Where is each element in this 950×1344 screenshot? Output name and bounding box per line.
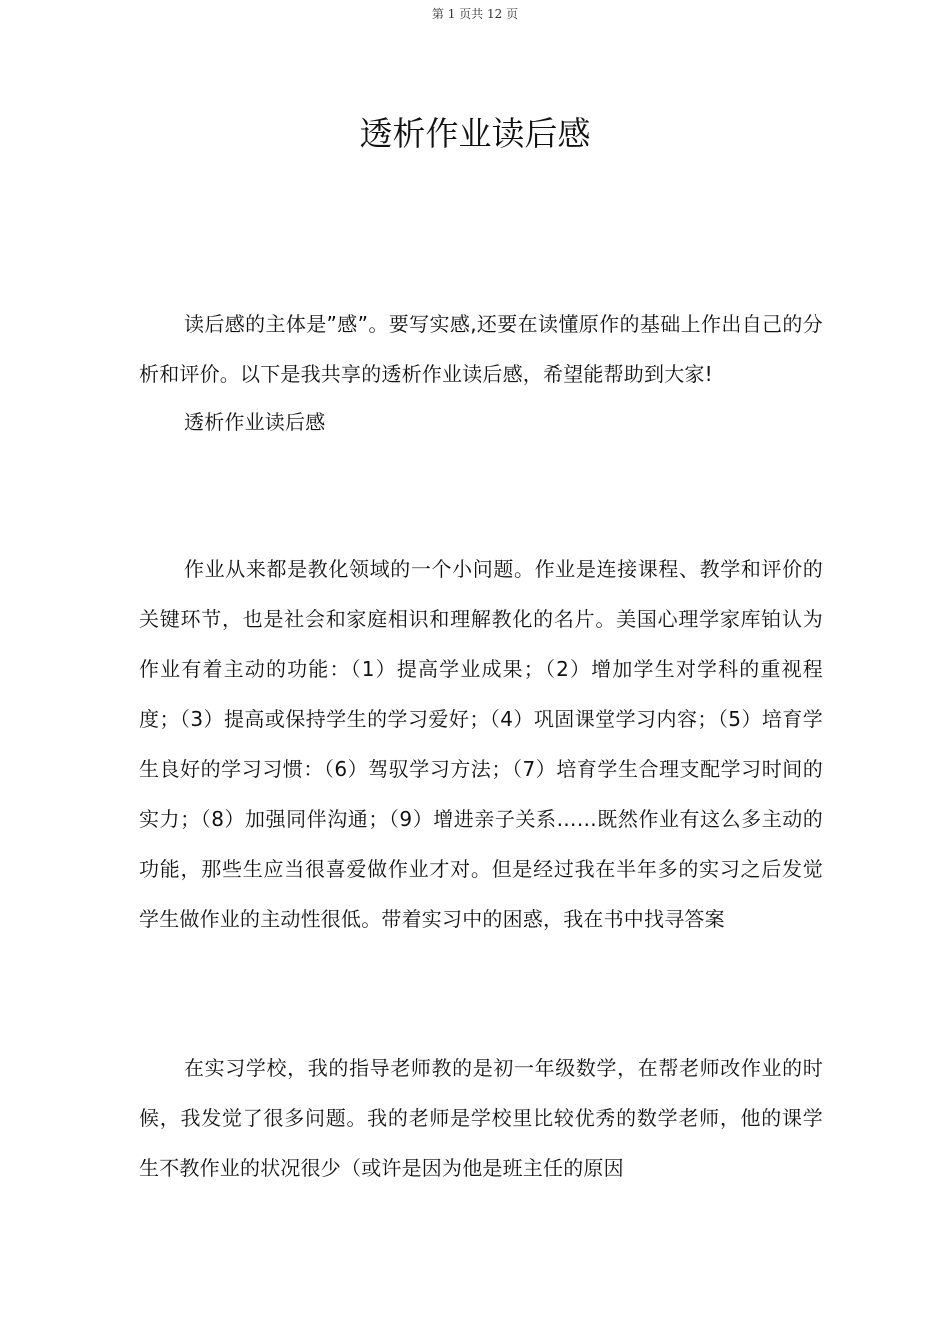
body-paragraph-2: 在实习学校，我的指导老师教的是初一年级数学，在帮老师改作业的时候，我发觉了很多问题。我的老师是学校里比较优秀的数学老师，他的课学生不教作业的状况很少（或许是因为他是班主任的原因 xyxy=(139,1056,823,1180)
body-paragraph-1: 作业从来都是教化领域的一个小问题。作业是连接课程、教学和评价的关键环节，也是社会和家庭相识和理解教化的名片。美国心理学家库铂认为作业有着主动的功能：（1）提高学业成果；（2）增加学生对学科的重视程度；（3）提高或保持学生的学习爱好；（4）巩固课堂学习内容；（5）培育学生良好的学习习惯：（6）驾驭学习方法；（7）培育学生合理支配学习时间的实力；（8）加强同伴沟通；（9）增进亲子关系……既然作业有这么多主动的功能，那些生应当很喜爱做作业才对。但是经过我在半年多的实习之后发觉学生做作业的主动性很低。带着实习中的困惑，我在书中找寻答案 xyxy=(139,557,823,931)
page-number-header: 第 1 页共 12 页 xyxy=(431,7,519,21)
document-title: 透析作业读后感 xyxy=(359,114,591,153)
intro-paragraph: 读后感的主体是”感”。要写实感,还要在读懂原作的基础上作出自己的分析和评价。以下是我共享的透析作业读后感，希望能帮助到大家! xyxy=(139,312,823,386)
subtitle-paragraph: 透析作业读后感 xyxy=(184,410,326,434)
